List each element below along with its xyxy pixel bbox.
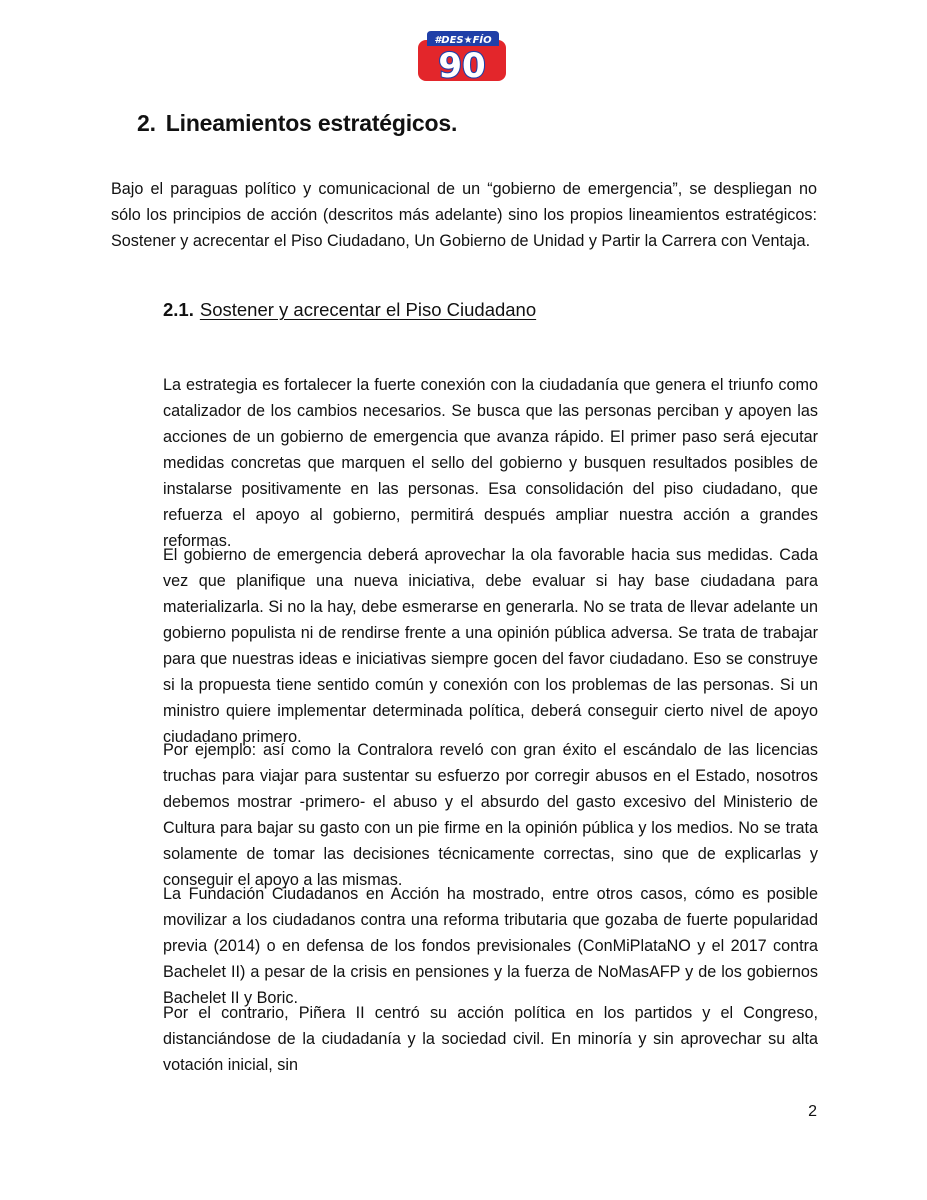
subsection-heading (163, 299, 536, 321)
logo-tag-text: #DES★FÍO (434, 35, 492, 46)
desafio-90-logo (417, 30, 507, 82)
body-paragraph: La estrategia es fortalecer la fuerte conexión con la ciudadanía que genera el triunfo como catalizador de los cambios necesarios. Se busca que las personas perciban y apoyen las acciones de un gobierno de emergencia que avanza rápido. El primer paso será ejecutar medidas concretas que marquen el sello del gobierno y busquen resultados posibles de instalarse positivamente en las personas. Esa consolidación del piso ciudadano, que refuerza el apoyo al gobierno, permitirá después ampliar nuestra acción a grandes reformas. (163, 376, 818, 550)
subsection-number: 2.1. (163, 299, 194, 320)
page-number: 2 (808, 1103, 817, 1120)
section-title: Lineamientos estratégicos. (165, 110, 458, 136)
section-number: 2. (137, 110, 156, 136)
body-paragraph: Por el contrario, Piñera II centró su acción política en los partidos y el Congreso, distanciándose de la ciudadanía y la sociedad civil. En minoría y sin aprovechar su alta votación inicial, sin (163, 1004, 818, 1074)
body-paragraph: Por ejemplo: así como la Contralora reveló con gran éxito el escándalo de las licencias truchas para viajar para sustentar su esfuerzo por corregir abusos en el Estado, nosotros debemos mostrar -primero- el abuso y el absurdo del gasto excesivo del Ministerio de Cultura para bajar su gasto con un pie firme en la opinión pública y los medios. No se trata solamente de tomar las decisiones técnicamente correctas, sino que de explicarlas y conseguir el apoyo a las mismas. (163, 741, 818, 889)
desafio-90-logo-graphic (417, 30, 507, 82)
logo-number-text: 90 (438, 46, 486, 82)
intro-paragraph: Bajo el paraguas político y comunicacional de un “gobierno de emergencia”, se despliegan no sólo los principios de acción (descritos más adelante) sino los propios lineamientos estratégicos: Sostener y acrecentar el Piso Ciudadano, Un Gobierno de Unidad y Partir la Carrera con Ventaja. (111, 180, 817, 250)
section-heading (137, 110, 457, 137)
subsection-title: Sostener y acrecentar el Piso Ciudadano (199, 299, 537, 320)
body-paragraph: El gobierno de emergencia deberá aprovechar la ola favorable hacia sus medidas. Cada vez que planifique una nueva iniciativa, debe evaluar si hay base ciudadana para materializarla. Si no la hay, debe esmerarse en generarla. No se trata de llevar adelante un gobierno populista ni de rendirse frente a una opinión pública adversa. Se trata de trabajar para que nuestras ideas e iniciativas siempre gocen del favor ciudadano. Eso se construye si la propuesta tiene sentido común y conexión con los problemas de las personas. Si un ministro quiere implementar determinada política, deberá conseguir cierto nivel de apoyo ciudadano primero. (163, 546, 818, 746)
body-paragraph: La Fundación Ciudadanos en Acción ha mostrado, entre otros casos, cómo es posible movilizar a los ciudadanos contra una reforma tributaria que gozaba de fuerte popularidad previa (2014) o en defensa de los fondos previsionales (ConMiPlataNO y el 2017 contra Bachelet II) a pesar de la crisis en pensiones y la fuerza de NoMasAFP y de los gobiernos Bachelet II y Boric. (163, 885, 818, 1007)
